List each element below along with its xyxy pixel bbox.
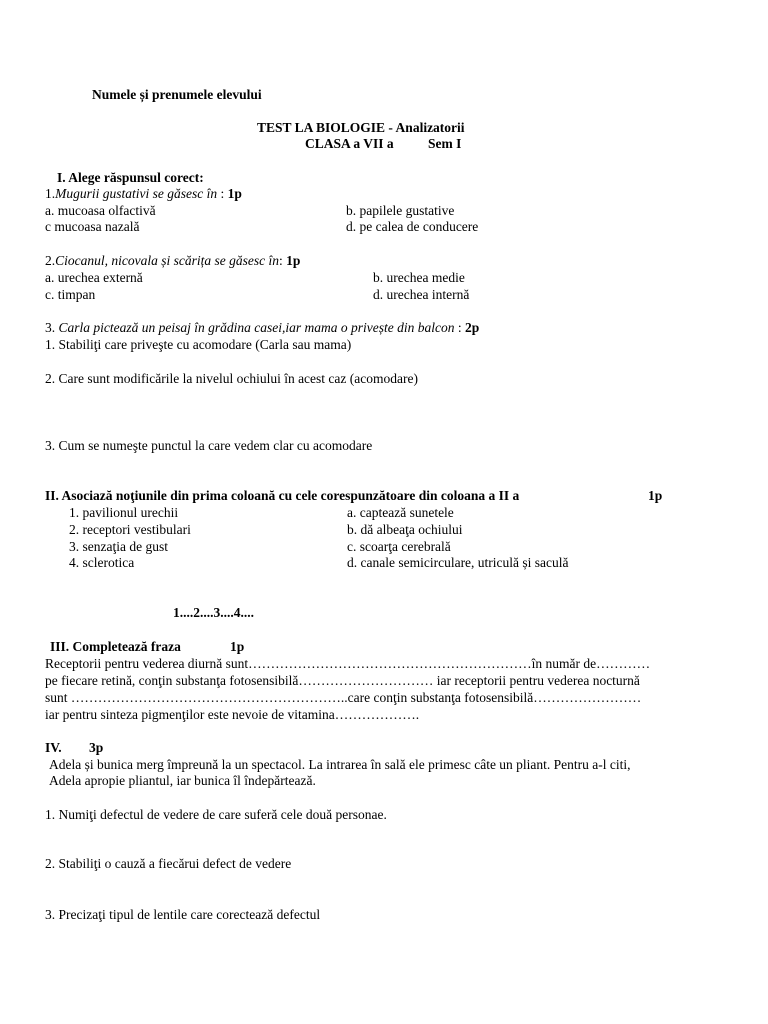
left-item-2: 2. receptori vestibulari: [69, 522, 191, 537]
section-4-points: 3p: [89, 740, 104, 755]
question-2-text: Ciocanul, nicovala și scărița se găsesc în: [55, 253, 279, 268]
question-1-number: 1.: [45, 186, 56, 201]
q2-option-b: b. urechea medie: [373, 270, 465, 285]
q1-option-d: d. pe calea de conducere: [346, 219, 479, 234]
fill-line-3: sunt ……………………………………………………..care conţin substanţa fotosensibilă……………………: [45, 690, 642, 705]
fill-line-4: iar pentru sinteza pigmenţilor este nevoie de vitamina……………….: [45, 707, 420, 722]
question-3-colon: :: [454, 320, 465, 335]
section-4-question-2: 2. Stabiliţi o cauză a fiecărui defect de vedere: [45, 856, 292, 871]
q2-option-a: a. urechea externă: [45, 270, 143, 285]
q2-option-d: d. urechea internă: [373, 287, 470, 302]
section-4-heading: IV.: [45, 740, 62, 755]
student-name-label: Numele și prenumele elevului: [92, 87, 262, 102]
q3-subquestion-2: 2. Care sunt modificările la nivelul ochiului în acest caz (acomodare): [45, 371, 418, 386]
q1-option-c: c mucoasa nazală: [45, 219, 140, 234]
q1-option-b: b. papilele gustative: [346, 203, 455, 218]
question-2-number: 2.: [45, 253, 56, 268]
section-1-heading: I. Alege răspunsul corect:: [57, 170, 204, 185]
question-2-points: 1p: [286, 253, 301, 268]
left-item-1: 1. pavilionul urechii: [69, 505, 179, 520]
fill-line-1: Receptorii pentru vederea diurnă sunt………………………………………………………în număr de…………: [45, 656, 651, 671]
right-item-b: b. dă albeaţa ochiului: [347, 522, 463, 537]
scenario-line-1: Adela și bunica merg împreună la un spectacol. La intrarea în sală ele primesc câte un pliant. Pentru a-l citi,: [49, 757, 631, 772]
section-3-points: 1p: [230, 639, 245, 654]
right-item-c: c. scoarţa cerebrală: [347, 539, 451, 554]
right-item-a: a. captează sunetele: [347, 505, 454, 520]
question-1-colon: :: [217, 186, 228, 201]
question-2-colon: :: [278, 253, 287, 268]
semester-label: Sem I: [428, 136, 462, 151]
question-1-text: Mugurii gustativi se găsesc în: [55, 186, 218, 201]
q3-subquestion-3: 3. Cum se numeşte punctul la care vedem clar cu acomodare: [45, 438, 373, 453]
fill-line-2: pe fiecare retină, conţin substanţa fotosensibilă………………………… iar receptorii pentru vederea nocturnă: [45, 673, 640, 688]
left-item-3: 3. senzaţia de gust: [69, 539, 168, 554]
answer-sequence: 1....2....3....4....: [173, 605, 254, 620]
question-3-text: Carla pictează un peisaj în grădina casei,iar mama o privește din balcon: [58, 320, 455, 335]
scenario-line-2: Adela apropie pliantul, iar bunica îl îndepărtează.: [49, 773, 316, 788]
section-3-heading: III. Completează fraza: [50, 639, 181, 654]
section-4-question-1: 1. Numiţi defectul de vedere de care suferă cele două personae.: [45, 807, 387, 822]
left-item-4: 4. sclerotica: [69, 555, 135, 570]
q3-subquestion-1: 1. Stabiliţi care priveşte cu acomodare (Carla sau mama): [45, 337, 352, 352]
q2-option-c: c. timpan: [45, 287, 96, 302]
right-item-d: d. canale semicirculare, utriculă și saculă: [347, 555, 569, 570]
question-2: [45, 254, 300, 268]
section-2-heading: II. Asociază noţiunile din prima coloană cu cele corespunzătoare din coloana a II a: [45, 488, 520, 503]
question-3: [45, 321, 479, 335]
question-3-points: 2p: [465, 320, 480, 335]
question-3-number: 3.: [45, 320, 59, 335]
question-1: [45, 187, 242, 201]
test-title: TEST LA BIOLOGIE - Analizatorii: [257, 120, 465, 135]
section-2-points: 1p: [648, 488, 663, 503]
section-4-question-3: 3. Precizaţi tipul de lentile care corectează defectul: [45, 907, 321, 922]
question-1-points: 1p: [227, 186, 242, 201]
class-label: CLASA a VII a: [305, 136, 394, 151]
q1-option-a: a. mucoasa olfactivă: [45, 203, 156, 218]
